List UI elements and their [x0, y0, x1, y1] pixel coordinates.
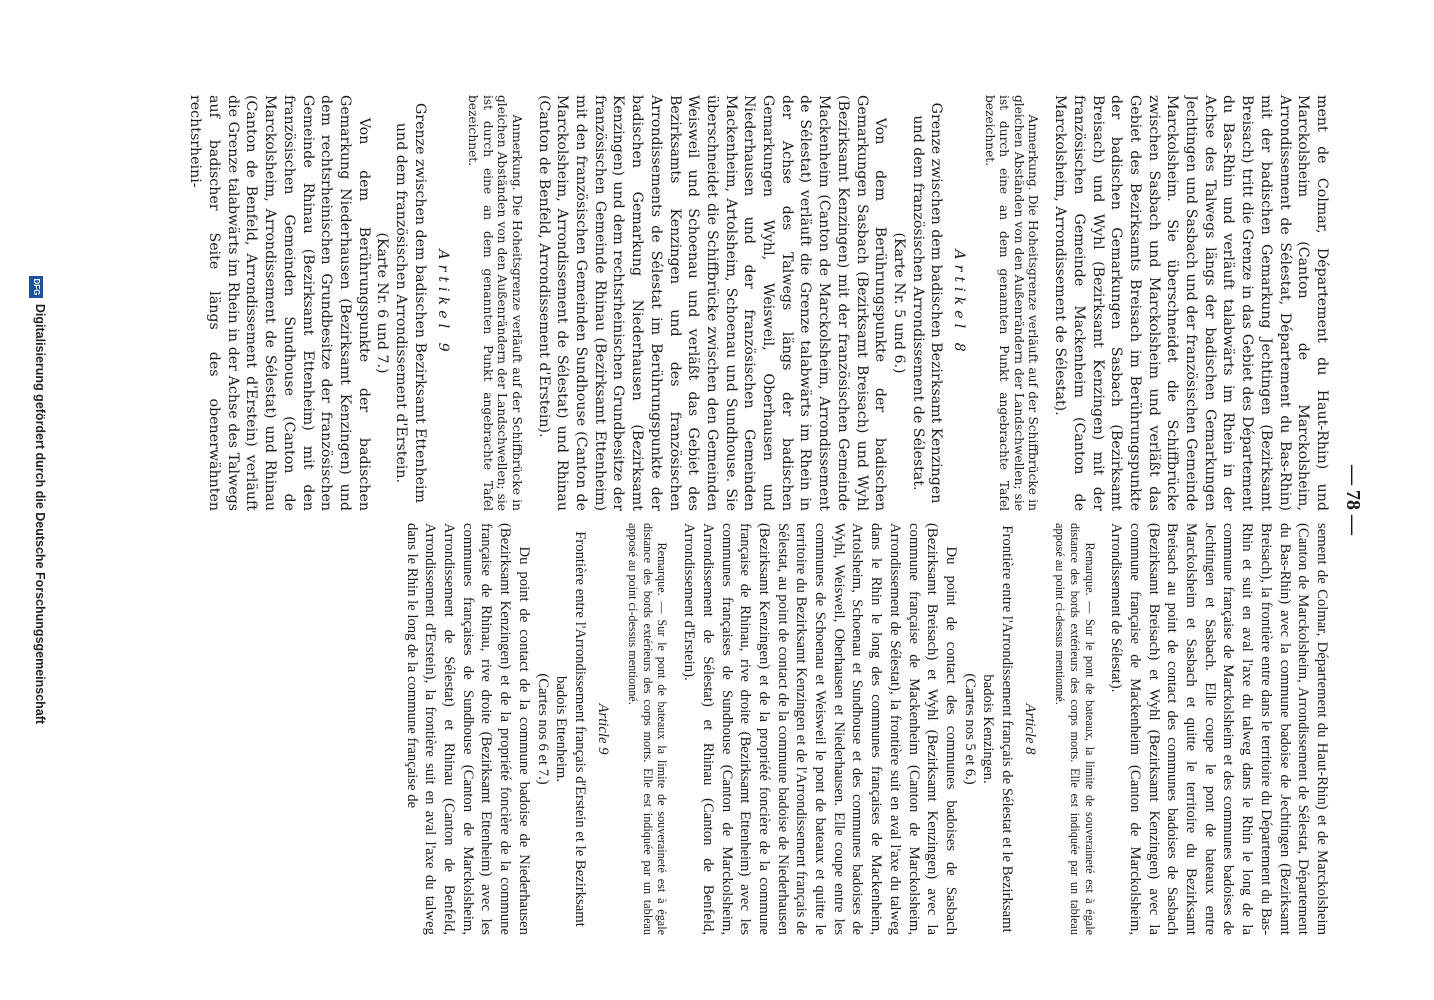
german-article-8-subtitle: Grenze zwischen dem badischen Bezirksamt Kenzingen und dem französischen Arrondissement de Sélestat.: [909, 102, 945, 504]
digitization-credit: [29, 0, 47, 1000]
german-article-9-subtitle: Grenze zwischen dem badischen Bezirksamt Ettenheim und dem französischen Arrondissement d'Erstein.: [393, 102, 428, 504]
french-note-2: Remarque. — Sur le pont de bateaux la limite de souveraineté est à égale distance des bords extérieurs des corps morts. Elle est indiquée par un tableau apposé au point ci-dessus mentionné.: [626, 523, 670, 935]
german-column: [131, 95, 1331, 511]
german-article-8-heading: Artikel 8: [951, 249, 968, 357]
french-note-1: Remarque. — Sur le pont de bateaux, la limite de souveraineté est à égale distance des bords extérieurs des corps morts. Elle est indiquée par un tableau apposé au point ci-dessus mentionné.: [1053, 523, 1097, 935]
french-article-8-heading: Article 8: [1021, 703, 1038, 755]
digitization-credit-text: Digitalisierung gefördert durch die Deutsche Forschungsgemeinschaft: [33, 303, 47, 725]
french-article-8-text: Du point de contact des communes badoises de Sasbach (Bezirksamt Breisach) et Wyhl (Bezirksamt Kenzingen) avec la commune française de Mackenheim (Canton de Marckolsheim, Arrondissement de Sélestat), la frontière suit en aval l'axe du talweg dans le Rhin le long des communes françaises de Mackenheim, Artolsheim, Schoenau et Sundhouse et des communes badoises de Wyhl, Weisweil, Oberhausen et Niederhausen. Elle coupe entre les communes de Schoenau et Weisweil le pont de bateaux et quitte le territoire du Bezirksamt Kenzingen et de l'Arrondissement français de Sélestat, au point de contact de la commune badoise de Niederhausen (Bezirksamt Kenzingen) et de la propriété foncière de la commune française de Rhinau, rive droite (Bezirksamt Ettenheim) avec les communes françaises de Sundhouse (Canton de Marckolsheim, Arrondissement de Sélestat) et Rhinau (Canton de Benfeld, Arrondissement d'Erstein).: [681, 523, 959, 935]
french-column: [131, 523, 1331, 935]
german-article-8-maps: (Karte Nr. 5 und 6.): [890, 232, 907, 374]
french-article-9-text: Du point de contact de la commune badoise de Niederhausen (Bezirksamt Kenzingen) et de la propriété foncière de la commune française de Rhinau, rive droite (Bezirksamt Ettenheim) avec les communes françaises de Sundhouse (Canton de Marckolsheim, Arrondissement de Sélestat) et Rhinau (Canton de Benfeld, Arrondissement d'Erstein), la frontière suit en aval l'axe du talweg dans le Rhin le long de la commune française de: [403, 523, 532, 935]
french-article-9-heading: Article 9: [594, 703, 611, 755]
german-intro-paragraph: ment de Colmar, Département du Haut-Rhin) und Marckolsheim (Canton de Marckolsheim, Arrondissement de Sélestat, Département du Bas-Rhin) mit der badischen Gemarkung Jechtingen (Bezirksamt Breisach) tritt die Grenze in das Gebiet des Département du Bas-Rhin und verläuft talabwärts im Rhein in der Achse des Talwegs längs der badischen Gemarkungen Jechtingen und Sasbach und der französischen Gemeinde Marckolsheim. Sie überschneidet die Schiffbrücke zwischen Sasbach und Marckolsheim und verläßt das Gebiet des Bezirksamts Breisach im Berührungspunkte der badischen Gemarkungen Sasbach (Bezirksamt Breisach) und Wyhl (Bezirksamt Kenzingen) mit der französischen Gemeinde Mackenheim (Canton de Marckolsheim, Arrondissement de Sélestat).: [1052, 95, 1330, 511]
german-note-2: Anmerkung. Die Hoheitsgrenze verläuft auf der Schiffbrücke in gleichen Abständen von den Außenrändern der Landschwellen; sie ist durch eine an dem genannten Punkt angebrachte Tafel bezeichnet.: [466, 95, 524, 511]
french-article-9-maps: (Cartes nos 6 et 7.): [534, 673, 551, 785]
french-article-8-subtitle: Frontière entre l'Arrondissement français de Sélestat et le Bezirksamt badois Kenzingen.: [980, 525, 1016, 933]
german-article-8-text: Von dem Berührungspunkte der badischen Gemarkungen Sasbach (Bezirksamt Breisach) und Wyhl (Bezirksamt Kenzingen) mit der französischen Gemeinde Mackenheim (Canton de Marckolsheim, Arrondissement de Sélestat) verläuft die Grenze talabwärts im Rhein in der Achse des Talwegs längs der badischen Gemarkungen Wyhl, Weisweil, Oberhausen und Niederhausen und der französischen Gemeinden Mackenheim, Artolsheim, Schoenau und Sundhouse. Sie überschneidet die Schiffbrücke zwischen den Gemeinden Weisweil und Schoenau und verläßt das Gebiet des Bezirksamts Kenzingen und des französischen Arrondissements de Sélestat im Berührungspunkte der badischen Gemarkung Niederhausen (Bezirksamt Kenzingen) und dem rechtsrheinischen Grundbesitze der französischen Gemeinde Rhinau (Bezirksamt Ettenheim) mit den französischen Gemeinden Sundhouse (Canton de Marckolsheim, Arrondissement de Sélestat) und Rhinau (Canton de Benfeld, Arrondissement d'Erstein).: [535, 95, 889, 511]
german-article-9-heading: Artikel 9: [434, 249, 451, 357]
german-note-1: Anmerkung. Die Hoheitsgrenze verläuft auf der Schiffbrücke in gleichen Abständen von den Außenrändern der Landschwellen; sie ist durch eine an dem genannten Punkt angebrachte Tafel bezeichnet.: [982, 95, 1041, 511]
french-article-9-subtitle: Frontière entre l'Arrondissement français d'Erstein et le Bezirksamt badois Ettenheim.: [553, 531, 588, 927]
french-article-8-maps: (Cartes nos 5 et 6.): [961, 673, 978, 785]
german-article-9-maps: (Karte Nr. 6 und 7.): [374, 232, 391, 374]
french-intro-paragraph: sement de Colmar, Département du Haut-Rhin) et de Marckolsheim (Canton de Marckolsheim, Arrondissement de Sélestat, Département du Bas-Rhin) avec la commune badoise de Jechtingen (Bezirksamt Breisach), la frontière entre dans le territoire du Département du Bas-Rhin et suit en aval l'axe du talweg dans le Rhin le long de la commune française de Marckolsheim et des communes badoises de Jechtingen et Sasbach. Elle coupe le pont de bateaux entre Marckolsheim et Sasbach et quitte le territoire du Bezirksamt Breisach au point de contact des communes badoises de Sasbach (Bezirksamt Breisach) et Wyhl (Bezirksamt Kenzingen) avec la commune française de Mackenheim (Canton de Marckolsheim, Arrondissement de Sélestat).: [1108, 523, 1330, 935]
dfg-logo-icon: DFG: [29, 276, 43, 298]
page-number: — 78 —: [1342, 465, 1364, 535]
german-article-9-text: Von dem Berührungspunkte der badischen Gemarkung Niederhausen (Bezirksamt Kenzingen) und dem rechtsrheinischen Grundbesitze der französischen Gemeinde Rhinau (Bezirksamt Ettenheim) mit den französischen Gemeinden Sundhouse (Canton de Marckolsheim, Arrondissement de Sélestat) und Rhinau (Canton de Benfeld, Arrondissement d'Erstein) verläuft die Grenze talabwärts im Rhein in der Achse des Talwegs auf badischer Seite längs des obenerwähnten rechtsrheini-: [187, 95, 372, 511]
